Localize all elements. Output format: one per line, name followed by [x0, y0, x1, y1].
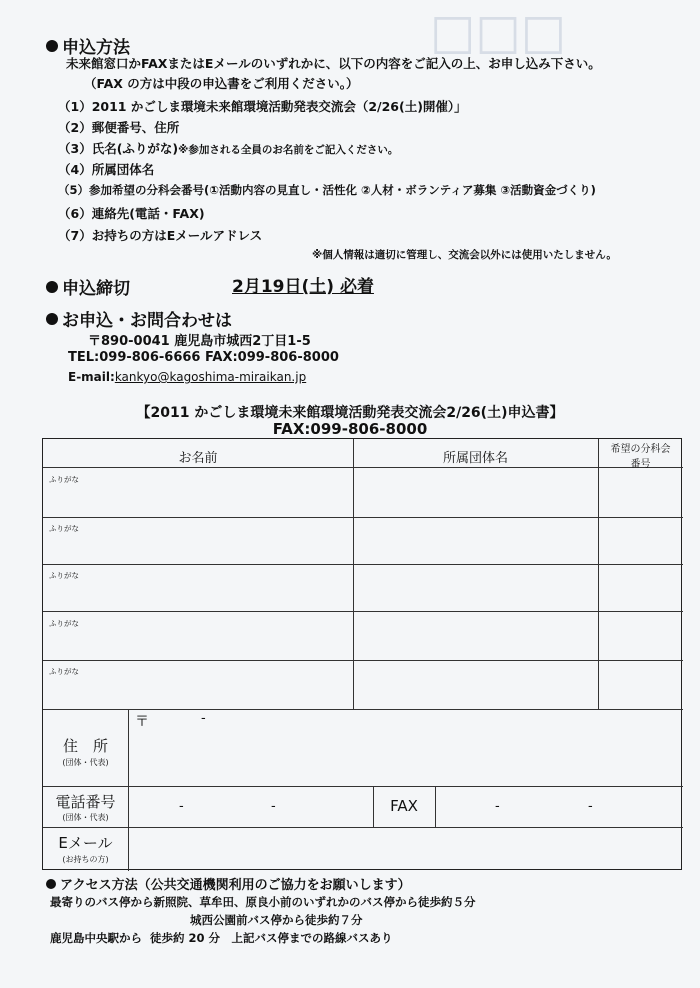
address-sub-label: (団体・代表) — [62, 758, 109, 767]
address-label: 住 所 — [62, 737, 108, 755]
header-session: 希望の分科会 番号 — [610, 444, 671, 470]
deadline-heading: 申込締切 — [46, 274, 130, 299]
method-item-4: （4）所属団体名 — [58, 162, 155, 177]
bullet-icon — [46, 40, 58, 52]
method-item-5: （5）参加希望の分科会番号(①活動内容の見直し・活性化 ②人材・ボランティア募集 ③活動資金づくり) — [58, 183, 596, 197]
header-name: お名前 — [178, 451, 218, 466]
access-line-2: 城西公園前バス停から徒歩約７分 — [190, 913, 363, 927]
furigana-label-1: ふりがな — [49, 475, 79, 484]
phone-dash-2: - — [271, 799, 276, 814]
name-field-1[interactable] — [43, 467, 353, 517]
fax-dash-1: - — [495, 799, 500, 814]
method-item-3: （3）氏名(ふりがな)※参加される全員のお名前をご記入ください。 — [58, 141, 399, 156]
name-field-4[interactable] — [43, 611, 353, 660]
email-sub-label: (お持ちの方) — [62, 855, 109, 864]
address-field[interactable] — [129, 710, 683, 786]
contact-email: E-mail:kankyo@kagoshima-miraikan.jp — [68, 370, 307, 384]
form-title: 【2011 かごしま環境未来館環境活動発表交流会2/26(土)申込書】 — [136, 405, 564, 421]
session-field-2[interactable] — [598, 517, 683, 564]
method-intro-2: （FAX の方は中段の申込書をご利用ください。） — [84, 76, 359, 91]
deadline-value: 2月19日(土) 必着 — [232, 277, 374, 297]
session-field-1[interactable] — [598, 467, 683, 517]
method-intro-1: 未来館窓口かFAXまたはEメールのいずれかに、以下の内容をご記入の上、お申し込み下さい。 — [66, 56, 601, 71]
furigana-label-5: ふりがな — [49, 667, 79, 676]
phone-dash-1: - — [179, 799, 184, 814]
access-line-3: 鹿児島中央駅から 徒歩約 20 分 上記バス停までの路線バスあり — [50, 931, 393, 945]
postal-mark: 〒 — [135, 714, 149, 730]
phone-sub-label: (団体・代表) — [62, 813, 109, 822]
bullet-icon — [46, 879, 56, 889]
email-link[interactable]: kankyo@kagoshima-miraikan.jp — [114, 370, 307, 384]
method-heading: 申込方法 — [46, 33, 130, 58]
privacy-note: ※個人情報は適切に管理し、交流会以外には使用いたしません。 — [312, 249, 617, 261]
bullet-icon — [46, 313, 58, 325]
contact-address: 〒890-0041 鹿児島市城西2丁目1-5 — [88, 334, 311, 349]
email-label: Eメール — [58, 834, 113, 852]
access-heading: アクセス方法（公共交通機関利用のご協力をお願いします） — [46, 874, 411, 893]
furigana-label-2: ふりがな — [49, 524, 79, 533]
session-field-4[interactable] — [598, 611, 683, 660]
contact-tel-fax: TEL:099-806-6666 FAX:099-806-8000 — [68, 350, 339, 365]
furigana-label-3: ふりがな — [49, 571, 79, 580]
method-item-6: （6）連絡先(電話・FAX) — [58, 206, 205, 221]
name-field-2[interactable] — [43, 517, 353, 564]
contact-heading: お申込・お問合わせは — [46, 306, 232, 331]
application-form — [42, 438, 682, 870]
email-field[interactable] — [129, 828, 683, 870]
header-group: 所属団体名 — [442, 451, 508, 466]
name-field-3[interactable] — [43, 564, 353, 611]
group-field-3[interactable] — [353, 564, 598, 611]
group-field-4[interactable] — [353, 611, 598, 660]
method-item-7: （7）お持ちの方はEメールアドレス — [58, 228, 263, 243]
fax-label: FAX — [390, 797, 418, 815]
fax-dash-2: - — [588, 799, 593, 814]
name-field-5[interactable] — [43, 660, 353, 709]
fax-field[interactable] — [436, 787, 683, 827]
session-field-5[interactable] — [598, 660, 683, 709]
method-item-2: （2）郵便番号、住所 — [58, 120, 180, 135]
session-field-3[interactable] — [598, 564, 683, 611]
group-field-5[interactable] — [353, 660, 598, 709]
group-field-2[interactable] — [353, 517, 598, 564]
phone-field[interactable] — [129, 787, 373, 827]
method-item-1: （1）2011 かごしま環境未来館環境活動発表交流会（2/26(土)開催）」 — [58, 99, 467, 114]
postal-dash: - — [201, 711, 206, 726]
phone-label: 電話番号 — [55, 793, 116, 811]
form-fax: FAX:099-806-8000 — [272, 420, 428, 438]
group-field-1[interactable] — [353, 467, 598, 517]
access-line-1: 最寄りのバス停から新照院、草牟田、原良小前のいずれかのバス停から徒歩約５分 — [50, 895, 476, 909]
bullet-icon — [46, 281, 58, 293]
furigana-label-4: ふりがな — [49, 619, 79, 628]
background-show-through: □□□ — [430, 4, 567, 60]
